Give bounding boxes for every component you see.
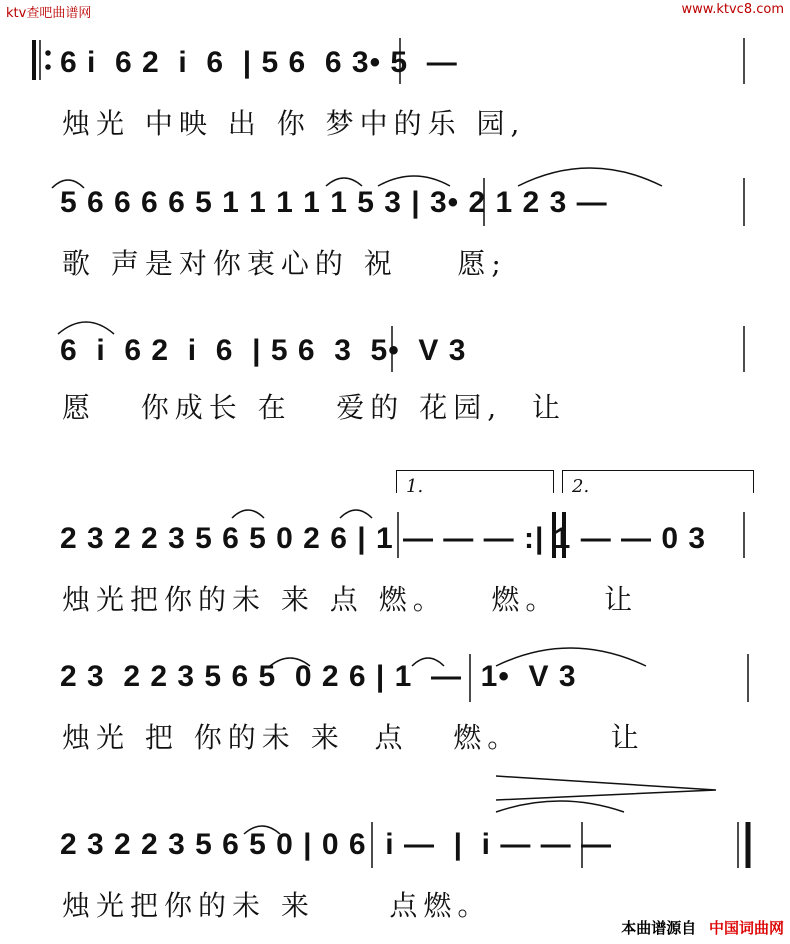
lyrics-line: 烛光 把 你的未 来 点 燃。 让 — [62, 721, 645, 754]
footer-brand: 中国词曲网 — [708, 919, 784, 937]
volta-2-label: 2. — [572, 476, 590, 497]
footer — [621, 917, 784, 938]
watermark-right: www.ktvc8.com — [681, 2, 784, 17]
footer-source: 本曲谱源自 — [621, 919, 697, 937]
notes-line: 2 3 2 2 3 5 6 5 0 2 6 | 1 — — — :| 1 — — 0 3 — [60, 522, 707, 555]
notes-line: 5 6 6 6 6 5 1 1 1 1 1 5 3 | 3• 2 1 2 3 — — [60, 186, 608, 219]
notes-line: 6 i 6 2 i 6 | 5 6 6 3• 5 — — [60, 46, 458, 79]
lyrics-line: 烛光 中映 出 你 梦中的乐 园, — [62, 107, 526, 140]
lyrics-line: 烛光把你的未 来 点燃。 — [62, 889, 492, 922]
notes-line: 2 3 2 2 3 5 6 5 0 | 0 6 i — | i — — — — [60, 828, 613, 861]
lyrics-line: 愿 你成长 在 爱的 花园, 让 — [62, 391, 566, 424]
volta-1-label: 1. — [406, 476, 424, 497]
watermark-left: ktv查吧曲谱网 — [6, 6, 92, 21]
lyrics-line: 烛光把你的未 来 点 燃。 燃。 让 — [62, 583, 639, 616]
notes-line: 2 3 2 2 3 5 6 5 0 2 6 | 1 — 1• V 3 — [60, 660, 577, 693]
lyrics-line: 歌 声是对你衷心的 祝 愿; — [62, 247, 507, 280]
notes-line: 6 i 6 2 i 6 | 5 6 3 5• V 3 — [60, 334, 467, 367]
